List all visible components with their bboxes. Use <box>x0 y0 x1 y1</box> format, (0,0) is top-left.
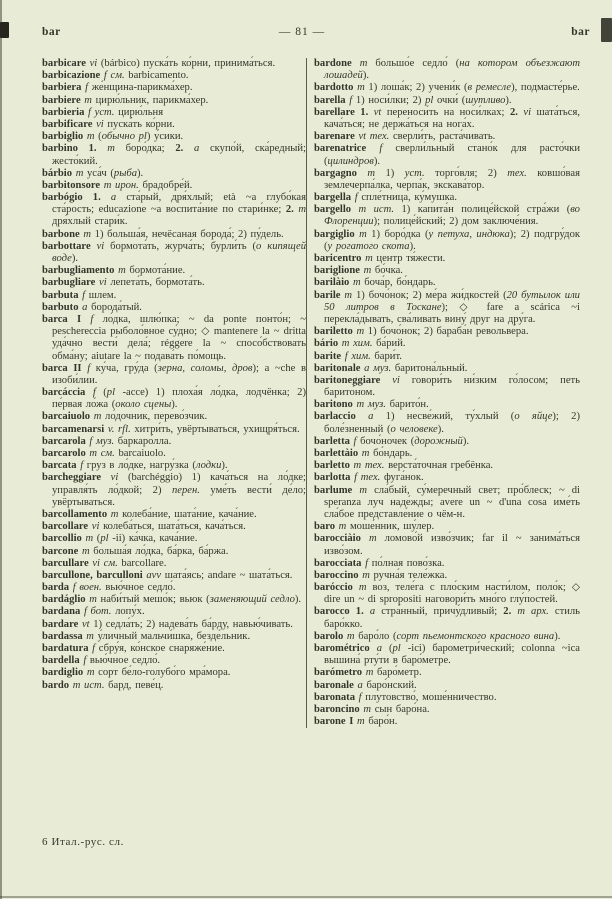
dictionary-entry: barenatrice f сверли́льный стано́к для расто́чки (цилиндров). <box>314 143 580 167</box>
dictionary-entry: baro m моше́нник, шу́лер. <box>314 521 435 533</box>
dictionary-entry: barlotta f тех. фуга́нок. <box>314 472 424 484</box>
dictionary-entry: bariglione m бо́чка. <box>314 265 403 277</box>
dictionary-entry: barbitonsore m ирон. брадобре́й. <box>42 179 193 191</box>
dictionary-entry: baritono m муз. барито́н. <box>314 399 429 411</box>
dictionary-entry: bardella f вью́чное седло́. <box>42 655 161 667</box>
dictionary-entry: bardone m большо́е седло́ (на котором объезжают лошадей). <box>314 58 580 82</box>
dictionary-entry: bardassa m у́личный мальчи́шка, безде́льник. <box>42 630 251 642</box>
dictionary-entry: bardáglio m наби́тый мешо́к; вьюк (заменяющий седло). <box>42 594 302 606</box>
dictionary-entry: barbificare vi пуска́ть ко́рни. <box>42 118 175 130</box>
dictionary-entry: barcone m больша́я ло́дка, ба́рка, ба́ржа. <box>42 545 229 557</box>
page-header <box>42 26 590 38</box>
dictionary-entry: barbiera f же́нщина-парикма́хер. <box>42 82 193 94</box>
dictionary-entry: barbuto a борода́тый. <box>42 301 142 313</box>
dictionary-entry: bardana f бот. лопу́х. <box>42 606 145 618</box>
dictionary-entry: barbugliare vi лепета́ть, бормота́ть. <box>42 277 205 289</box>
dictionary-entry: barletta f бочо́ночек (дорожный). <box>314 435 469 447</box>
dictionary-entry: bardare vt 1) седла́ть; 2) надева́ть ба́рду, навью́чивать. <box>42 618 293 630</box>
dictionary-entry: barca II f ку́ча, гру́да (зерна, соломы, дров); a ~che в изоби́лии. <box>42 362 306 386</box>
dictionary-entry: barcamenarsi v. rfl. хитри́ть, увёртываться, ухищря́ться. <box>42 423 300 435</box>
dictionary-entry: barlettàio m бо́ндарь. <box>314 448 413 459</box>
dictionary-entry: barbiere m цирю́льник, парикма́хер. <box>42 94 209 106</box>
dictionary-entry: barcullone, barculloni avv шата́ясь; andare ~ шата́ться. <box>42 569 293 581</box>
dictionary-entry: barbicare vi (bárbico) пуска́ть ко́рни, принима́ться. <box>42 58 276 69</box>
dictionary-entry: bardiglio m сорт бе́ло-голубо́го мра́мора. <box>42 667 231 679</box>
scan-edge-artifact-bottom <box>0 896 612 898</box>
dictionary-entry: barile m 1) бочо́нок; 2) ме́ра жи́дкостей (20 бутылок или 50 литров в Тоскане); ◇ fare a scárica ~i перекла́дывать, сва́ливать вину́ друг на дру́га. <box>314 289 580 325</box>
scan-blob-artifact-top-right <box>601 18 612 42</box>
dictionary-entry: baritonale a муз. баритона́льный. <box>314 362 468 374</box>
dictionary-entry: barcollare vi колеба́ться, шата́ться, кача́ться. <box>42 521 246 533</box>
scan-edge-artifact-left <box>0 0 2 899</box>
dictionary-entry: barómetro m баро́метр. <box>314 667 422 679</box>
page-number: — 81 — <box>278 26 326 38</box>
dictionary-entry: barocciàio m ломово́й изво́зчик; far il ~ занима́ться изво́зом. <box>314 533 580 557</box>
dictionary-entry: barbieria f уст. цирю́льня <box>42 106 164 118</box>
dictionary-entry: barométrico a (pl -ici) барометри́ческий; colonna ~ica вышина́ рту́ти в баро́метре. <box>314 643 580 667</box>
dictionary-entry: barlaccio a 1) несве́жий, ту́хлый (о яйце); 2) боле́зненный (о человеке). <box>314 411 580 435</box>
dictionary-entry: barite f хим. бари́т. <box>314 350 402 362</box>
dictionary-entry: barbiglio m (обычно pl) у́сики. <box>42 131 184 143</box>
dictionary-entry: baronata f плутовство́, моше́нничество. <box>314 691 497 703</box>
dictionary-entry: barlume m сла́бый, су́меречный свет; про́блеск; ~ di speranza луч наде́жды; avere un ~ d'una cosa име́ть сла́бое представле́ние о чём-н. <box>314 484 581 520</box>
dictionary-entry: bargagno m 1) уст. торго́вля; 2) тех. ковшо́вая землечерпа́лка, черпа́к, экскава́тор. <box>314 167 580 191</box>
printers-signature: 6 Итал.-рус. сл. <box>42 836 124 848</box>
dictionary-entry: bargello m ист. 1) капита́н полице́йской стра́жи (во Флоренции); полице́йский; 2) дом заключе́ния. <box>314 204 580 228</box>
dictionary-entry: barbone m 1) больша́я, нечёсаная борода́; 2) пу́дель. <box>42 228 284 240</box>
dictionary-entry: bargella f спле́тница, ку́мушка. <box>314 192 457 204</box>
dictionary-entry: barcáccia f (pl -acce) 1) плоха́я ло́дка, лодчёнка; 2) пе́рвая ло́жа (около сцены). <box>42 387 306 411</box>
dictionary-entry: barbicazione f см. barbicamento. <box>42 70 189 82</box>
dictionary-entry: baróccio m воз, теле́га с пло́ским насти́лом, поло́к; ◇ dire un ~ di spropositi наговори́ть мно́го глу́постей. <box>314 582 580 606</box>
dictionary-entry: barbógio 1. a ста́рый, дря́хлый; età ~a глубо́кая ста́рость; educazione ~a воспита́ние по стари́нке; 2. m дря́хлый стари́к. <box>42 192 306 228</box>
dictionary-entry: barcollamento m колеба́ние, шата́ние, кача́ние. <box>42 508 257 520</box>
scan-blob-artifact-top-left <box>0 22 9 38</box>
dictionary-entry: barcaiuolo m ло́дочник, перево́зчик. <box>42 411 208 423</box>
dictionary-entry: bargiglio m 1) боро́дка (у петуха, индюка); 2) подгру́док (у рогатого скота). <box>314 228 581 252</box>
dictionary-entry: barone I m баро́н. <box>314 716 398 728</box>
dictionary-entry: bardotto m 1) лоша́к; 2) учени́к (в ремесле), подмасте́рье. <box>314 82 580 94</box>
dictionary-entry: barilàio m боча́р, бо́ндарь. <box>314 277 436 289</box>
dictionary-entry: barcollio m (pl -ii) ка́чка, кача́ние. <box>42 533 198 545</box>
dictionary-entry: bardatura f сбру́я, ко́нское снаряже́ние. <box>42 643 225 654</box>
dictionary-entry: barbugliamento m бормота́ние. <box>42 265 186 277</box>
dictionary-entry: bariletto m 1) бочо́нок; 2) бараба́н револьве́ра. <box>314 326 529 338</box>
header-guide-word-left: bar <box>42 26 61 38</box>
dictionary-entry: barocciata f по́лная пово́зка. <box>314 557 445 569</box>
dictionary-entry: baritoneggiare vi говори́ть ни́зким го́лосом; петь барито́ном. <box>314 374 580 399</box>
dictionary-entry: baronale a баро́нский. <box>314 679 417 691</box>
dictionary-entry: barca I f ло́дка, шлю́пка; ~ da ponte понто́н; ~ peschereccia рыболо́вное су́дно; ◇ mantenere la ~ dritta уда́чно вести́ дела́; réggere la ~ спосо́бствовать обма́ну; aiutare la ~ подава́ть по́мощь. <box>42 313 306 362</box>
column-left <box>42 58 306 728</box>
dictionary-entry: barbino 1. m боро́дка; 2. a скупо́й, ска́редный; жесто́кий. <box>42 143 306 167</box>
dictionary-entry: barcullare vi см. barcollare. <box>42 557 167 569</box>
column-right <box>306 58 580 728</box>
dictionary-entry: barda f воен. вью́чное седло́. <box>42 582 176 594</box>
dictionary-entry: barocco 1. a стра́нный, причу́дливый; 2. m арх. стиль баро́кко. <box>314 606 580 630</box>
dictionary-entry: barolo m баро́ло (сорт пьемонтского красного вина). <box>314 630 561 642</box>
dictionary-entry: barbottare vi бормота́ть, журча́ть; бурли́ть (о кипящей воде). <box>42 240 306 264</box>
dictionary-entry: barcarola f муз. баркаро́лла. <box>42 435 172 447</box>
text-columns <box>42 58 580 728</box>
dictionary-entry: barella f 1) носи́лки; 2) pl очки́ (шутливо). <box>314 94 512 106</box>
dictionary-entry: baroncino m сын баро́на. <box>314 703 430 715</box>
dictionary-entry: barenare vt тех. сверли́ть, раста́чивать. <box>314 131 496 143</box>
dictionary-entry: barletto m тех. верста́точная гребёнка. <box>314 460 494 472</box>
dictionary-entry: barcata f груз в ло́дке, нагру́зка (лодки). <box>42 460 228 472</box>
dictionary-entry: baricentro m центр тя́жести. <box>314 253 446 264</box>
header-guide-word-right: bar <box>571 26 590 38</box>
dictionary-entry: bárbio m уса́ч (рыба). <box>42 167 144 179</box>
dictionary-entry: barellare 1. vt переноси́ть на носи́лках; 2. vi шата́ться, кача́ться; не держа́ться на нога́х. <box>314 106 580 130</box>
dictionary-entry: barcheggiare vi (barchéggio) 1) кача́ться на ло́дке; управля́ть ло́дкой; 2) перен. уме́ть вести́ де́ло; увёртываться. <box>42 472 306 508</box>
dictionary-entry: bário m хим. ба́рий. <box>314 338 406 350</box>
dictionary-entry: barbuta f шлем. <box>42 289 117 301</box>
dictionary-entry: bardo m ист. бард, певе́ц. <box>42 679 164 691</box>
dictionary-entry: barcarolo m см. barcaiuolo. <box>42 448 166 459</box>
dictionary-entry: baroccino m ручна́я теле́жка. <box>314 569 448 581</box>
